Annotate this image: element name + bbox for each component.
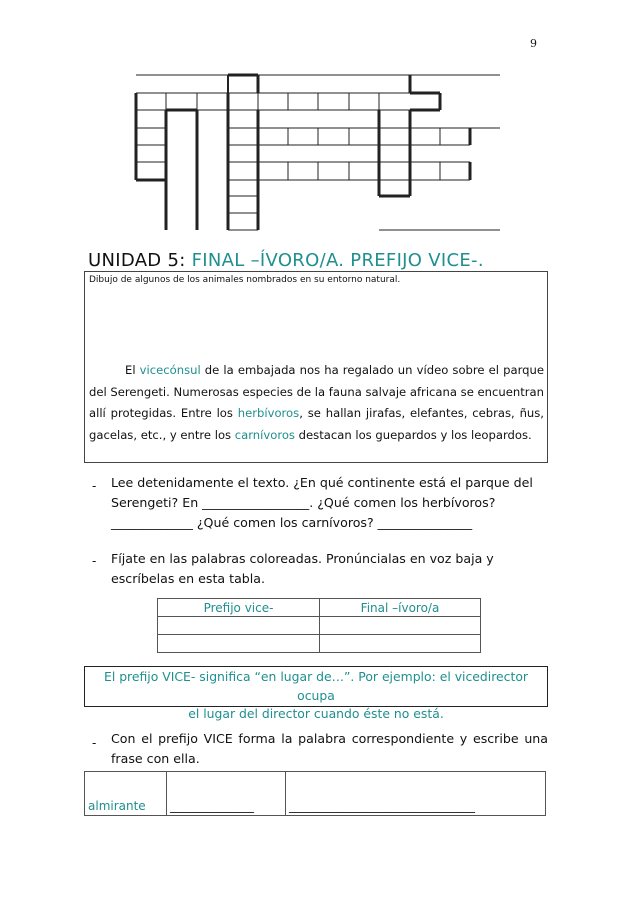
paragraph-part: de la embajada nos ha regalado un vídeo sobre el parque del Serengeti. Numerosas especies de la fauna salvaje africana se encuentran allí protegidas. Entre los bbox=[89, 363, 544, 420]
question-continent bbox=[111, 473, 548, 533]
definition-line: El prefijo VICE- significa “en lugar de…”. Por ejemplo: el vicedirector ocupa bbox=[103, 669, 529, 703]
definition-line: el lugar del director cuando éste no está. bbox=[188, 706, 444, 721]
answer-cell[interactable] bbox=[158, 617, 320, 635]
question-line: Serengeti? En _________________. ¿Qué comen los herbívoros? bbox=[111, 495, 496, 510]
answer-cell[interactable] bbox=[158, 635, 320, 653]
column-header-suffix: Final –ívoro/a bbox=[320, 599, 481, 617]
highlight-word-carnivoros: carnívoros bbox=[234, 427, 295, 442]
paragraph-part: El bbox=[125, 363, 140, 377]
word-formation-table bbox=[84, 771, 546, 816]
question-colored-words: Fíjate en las palabras coloreadas. Pronúncialas en voz baja y escríbelas en esta tabla. bbox=[111, 551, 494, 586]
question-form-word bbox=[111, 729, 548, 769]
paragraph-part: destacan los guepardos y los leopardos. bbox=[294, 427, 532, 442]
question-line: Con el prefijo VICE forma la palabra correspondiente y escribe una bbox=[111, 731, 548, 746]
question-line: Lee detenidamente el texto. ¿En qué continente está el parque del bbox=[111, 475, 533, 490]
question-line: frase con ella. bbox=[111, 751, 200, 766]
sentence-blank[interactable]: _______________________________ bbox=[286, 772, 546, 816]
drawing-caption: Dibujo de algunos de los animales nombrados en su entorno natural. bbox=[89, 275, 401, 285]
answer-cell[interactable] bbox=[320, 617, 481, 635]
reading-box bbox=[84, 271, 548, 463]
paragraph-part: , se hallan jirafas, elefantes, cebras, ñus, gacelas, etc., y entre los bbox=[89, 406, 544, 442]
bullet-dash: - bbox=[92, 554, 97, 568]
base-word: almirante bbox=[85, 772, 167, 816]
bullet-dash: - bbox=[92, 736, 97, 750]
unit-title bbox=[88, 250, 484, 271]
highlight-word-viceconsul: vicecónsul bbox=[139, 363, 201, 377]
crossword-grid bbox=[0, 0, 638, 240]
unit-prefix: UNIDAD 5: bbox=[88, 250, 186, 271]
question-line: _____________ ¿Qué comen los carnívoros? _______________ bbox=[111, 515, 473, 530]
column-header-prefix: Prefijo vice- bbox=[158, 599, 320, 617]
bullet-dash: - bbox=[92, 479, 97, 493]
highlight-word-herbivoros: herbívoros bbox=[237, 406, 300, 420]
reading-paragraph bbox=[89, 360, 544, 446]
answer-cell[interactable] bbox=[320, 635, 481, 653]
definition-box bbox=[84, 666, 548, 721]
word-classification-table bbox=[157, 598, 481, 653]
page-number: 9 bbox=[530, 37, 537, 50]
new-word-blank[interactable]: ______________ bbox=[167, 772, 286, 816]
unit-topic: FINAL –ÍVORO/A. PREFIJO VICE-. bbox=[191, 250, 484, 271]
